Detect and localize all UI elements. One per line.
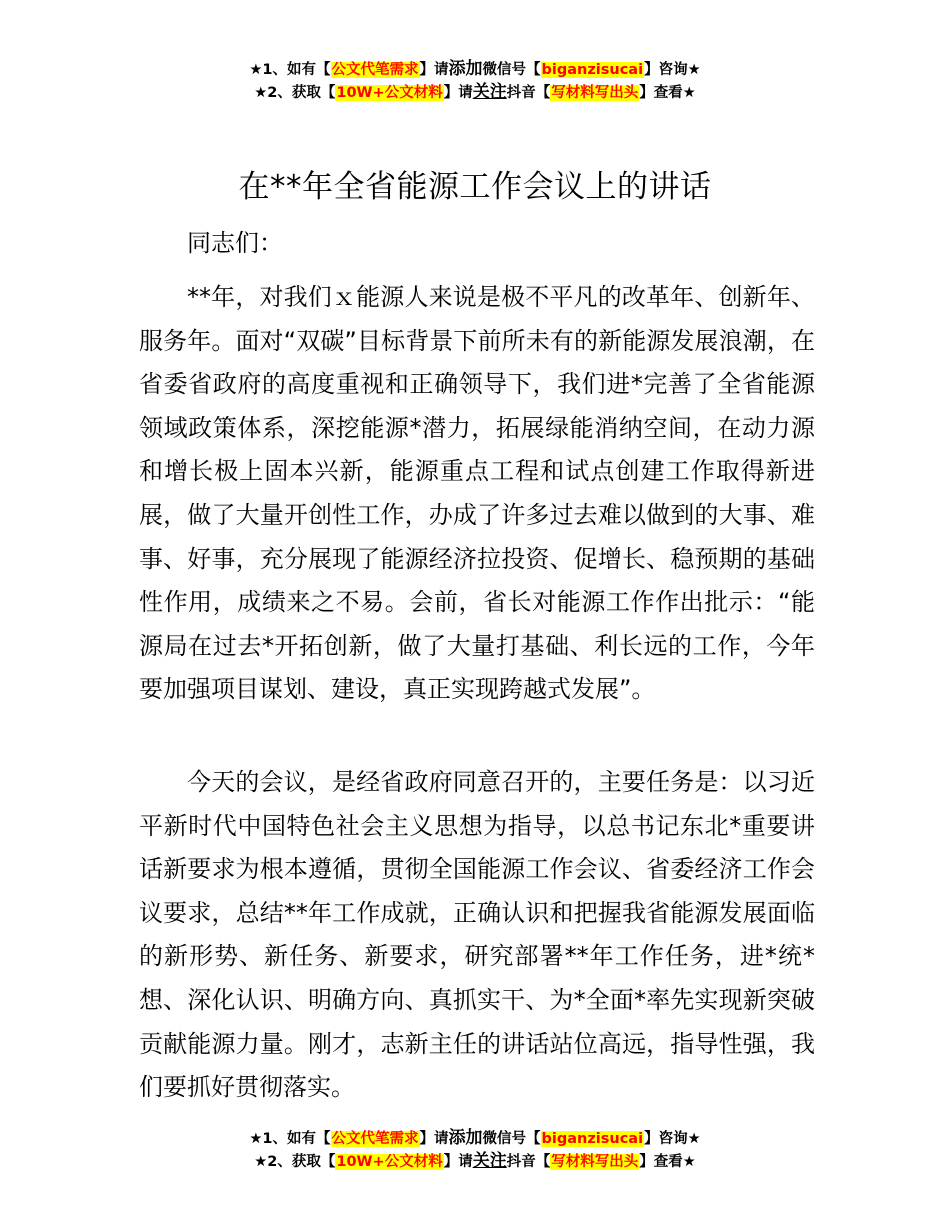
body-paragraph-block (139, 761, 815, 1110)
promo-emphasis: 添加 (448, 59, 483, 79)
promo-text: 抖音【 (506, 1154, 551, 1170)
promo-text: 】咨询★ (644, 62, 701, 78)
promo-text: 】请 (443, 1154, 473, 1170)
promo-emphasis: 关注 (472, 1151, 507, 1171)
promo-text: 】咨询★ (644, 1131, 701, 1147)
promo-text: 微信号【 (482, 62, 541, 78)
promo-text: 】请 (419, 1131, 449, 1147)
promo-highlight: biganzisucai (541, 1131, 644, 1147)
promo-line-2 (0, 1150, 950, 1173)
promo-highlight: 10W+公文材料 (336, 85, 443, 101)
salutation: 同志们： (187, 229, 283, 257)
salutation-block (139, 222, 815, 266)
promo-text: 】请 (443, 85, 473, 101)
promo-line-1 (0, 58, 950, 81)
promo-text: 微信号【 (482, 1131, 541, 1147)
promo-text: 】查看★ (639, 85, 696, 101)
promo-highlight: 公文代笔需求 (331, 62, 419, 78)
promo-highlight: 公文代笔需求 (331, 1131, 419, 1147)
document-title: 在**年全省能源工作会议上的讲话 (238, 169, 712, 205)
promo-highlight: 10W+公文材料 (336, 1154, 443, 1170)
promo-highlight: biganzisucai (541, 62, 644, 78)
body-paragraph: **年，对我们ｘ能源人来说是极不平凡的改革年、创新年、服务年。面对“双碳”目标背景下前所未有的新能源发展浪潮，在省委省政府的高度重视和正确领导下，我们进*完善了全省能源领域政策体系，深挖能源*潜力，拓展绿能消纳空间，在动力源和增长极上固本兴新，能源重点工程和试点创建工作取得新进展，做了大量开创性工作，办成了许多过去难以做到的大事、难事、好事，充分展现了能源经济拉投资、促增长、稳预期的基础性作用，成绩来之不易。会前，省长对能源工作作出批示：“能源局在过去*开拓创新，做了大量打基础、利长远的工作，今年要加强项目谋划、建设，真正实现跨越式发展”。 (139, 283, 815, 704)
promo-text: ★2、获取【 (254, 1154, 336, 1170)
promo-line-2 (0, 81, 950, 104)
promo-text: ★1、如有【 (249, 62, 331, 78)
body-paragraph: 今天的会议，是经省政府同意召开的，主要任务是：以习近平新时代中国特色社会主义思想为指导，以总书记东北*重要讲话新要求为根本遵循，贯彻全国能源工作会议、省委经济工作会议要求，总结**年工作成就，正确认识和把握我省能源发展面临的新形势、新任务、新要求，研究部署**年工作任务，进*统*想、深化认识、明确方向、真抓实干、为*全面*率先实现新突破贡献能源力量。刚才，志新主任的讲话站位高远，指导性强，我们要抓好贯彻落实。 (139, 768, 815, 1102)
promo-text: 】查看★ (639, 1154, 696, 1170)
promo-emphasis: 关注 (472, 82, 507, 102)
promo-banner-top (0, 58, 950, 104)
promo-highlight: 写材料写出头 (551, 1154, 639, 1170)
promo-emphasis: 添加 (448, 1128, 483, 1148)
promo-text: 抖音【 (506, 85, 551, 101)
promo-line-1 (0, 1127, 950, 1150)
promo-highlight: 写材料写出头 (551, 85, 639, 101)
body-paragraph-block (139, 276, 815, 712)
promo-text: 】请 (419, 62, 449, 78)
promo-banner-bottom (0, 1127, 950, 1173)
promo-text: ★2、获取【 (254, 85, 336, 101)
promo-text: ★1、如有【 (249, 1131, 331, 1147)
